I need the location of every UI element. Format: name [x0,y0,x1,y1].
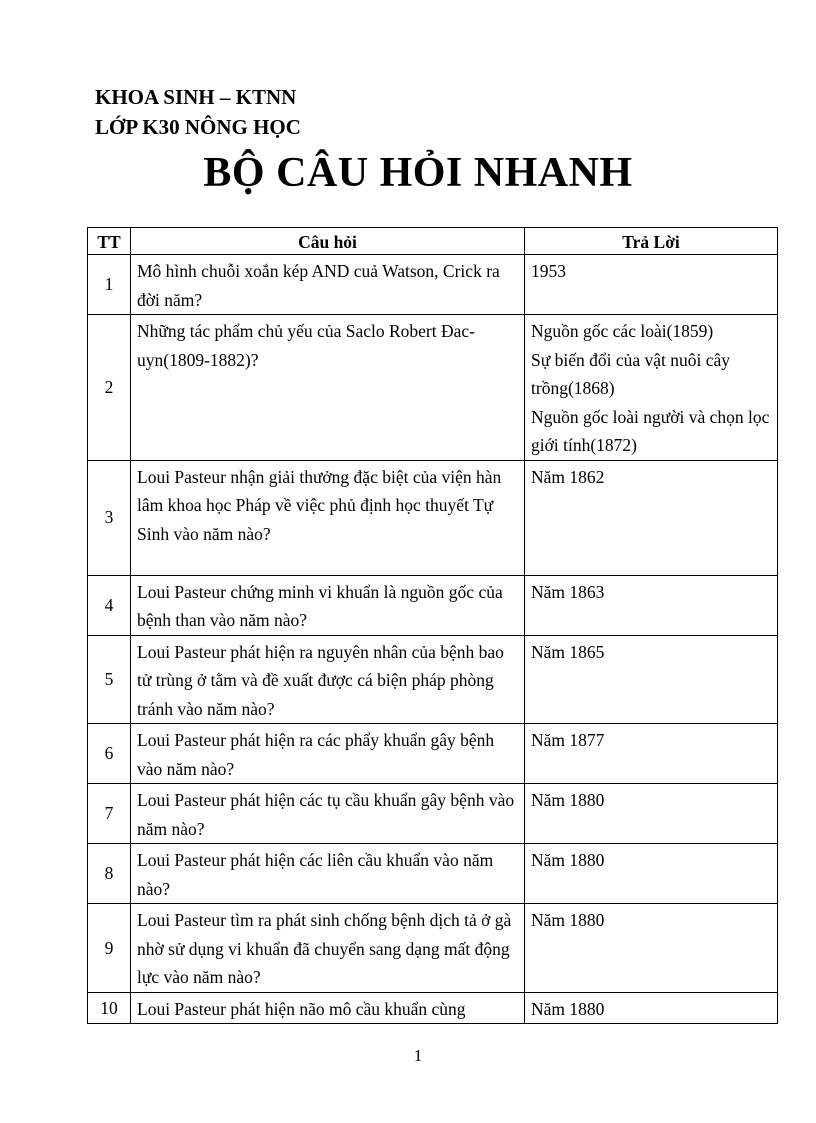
row-number: 7 [88,784,131,844]
row-number: 2 [88,315,131,461]
table-header-row [88,228,778,255]
table-row [88,575,778,635]
question-cell: Loui Pasteur nhận giải thưởng đặc biệt của viện hàn lâm khoa học Pháp về việc phủ định học thuyết Tự Sinh vào năm nào? [131,460,525,575]
question-cell: Loui Pasteur phát hiện các tụ cầu khuẩn gây bệnh vào năm nào? [131,784,525,844]
answer-cell [525,724,778,784]
class-heading: LỚP K30 NÔNG HỌC [95,115,301,139]
answer-line: Năm 1877 [531,730,605,750]
question-cell: Mô hình chuỗi xoắn kép AND cuả Watson, Crick ra đời năm? [131,255,525,315]
table-row [88,992,778,1024]
table-row [88,784,778,844]
answer-cell [525,575,778,635]
question-table [87,227,778,1024]
table-row [88,724,778,784]
faculty-heading: KHOA SINH – KTNN [95,85,297,109]
answer-cell [525,255,778,315]
column-header-tt: TT [88,228,131,255]
row-number: 5 [88,635,131,724]
answer-line: Năm 1863 [531,581,605,602]
row-number: 1 [88,255,131,315]
question-cell: Loui Pasteur phát hiện ra nguyên nhân của bệnh bao tử trùng ở tằm và đề xuất được cá biện pháp phòng tránh vào năm nào? [131,635,525,724]
row-number: 3 [88,460,131,575]
answer-line: Năm 1880 [531,998,605,1019]
answer-line: Nguồn gốc loài người và chọn lọc giới tính(1872) [531,406,770,455]
answer-line: Năm 1862 [531,466,605,487]
row-number: 4 [88,575,131,635]
answer-cell [525,844,778,904]
answer-cell [525,635,778,724]
answer-line: Năm 1880 [531,790,605,810]
row-number: 8 [88,844,131,904]
page-title: BỘ CÂU HỎI NHANH [203,150,633,196]
answer-line: Sự biến đổi của vật nuôi cây trồng(1868) [531,349,731,398]
table-row [88,460,778,575]
question-cell: Loui Pasteur phát hiện các liên cầu khuẩn vào năm nào? [131,844,525,904]
page-number: 1 [413,1046,423,1065]
question-cell: Loui Pasteur tìm ra phát sinh chống bệnh dịch tả ở gà nhờ sử dụng vi khuẩn đã chuyển sang dạng mất động lực vào năm nào? [131,904,525,993]
answer-cell [525,992,778,1024]
column-header-answer: Trả Lời [525,228,778,255]
question-cell: Loui Pasteur phát hiện não mô cầu khuẩn cùng [131,992,525,1024]
row-number: 6 [88,724,131,784]
table-row [88,844,778,904]
answer-cell [525,904,778,993]
column-header-question: Câu hỏi [131,228,525,255]
answer-cell [525,315,778,461]
row-number: 9 [88,904,131,993]
answer-cell [525,460,778,575]
table-row [88,255,778,315]
answer-line: Năm 1880 [531,910,605,930]
answer-line: Năm 1865 [531,641,605,662]
answer-line: 1953 [531,261,566,281]
question-cell: Loui Pasteur chứng minh vi khuẩn là nguồn gốc của bệnh than vào năm nào? [131,575,525,635]
table-row [88,635,778,724]
question-cell: Những tác phẩm chủ yếu của Saclo Robert Đac-uyn(1809-1882)? [131,315,525,461]
table-body [88,255,778,1024]
table-row [88,904,778,993]
answer-line: Năm 1880 [531,850,605,870]
table-row [88,315,778,461]
question-cell: Loui Pasteur phát hiện ra các phẩy khuẩn gây bệnh vào năm nào? [131,724,525,784]
row-number: 10 [88,992,131,1024]
answer-line: Nguồn gốc các loài(1859) [531,321,714,341]
answer-cell [525,784,778,844]
